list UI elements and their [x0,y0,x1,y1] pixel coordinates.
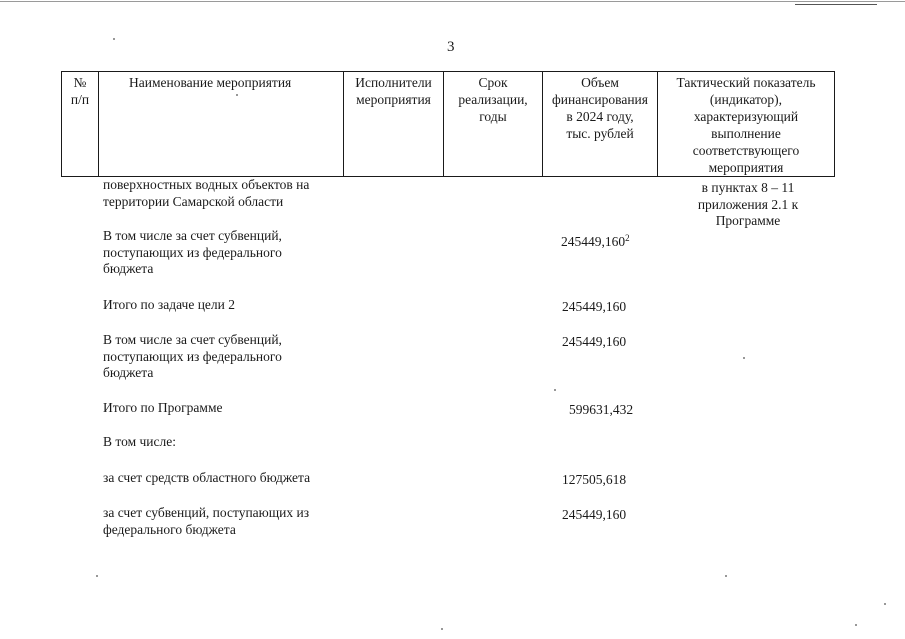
row-amount: 245449,160 [562,299,627,314]
row-name: Итого по задаче цели 2 [103,297,236,312]
scan-speck [725,575,727,577]
row-amount: 599631,432 [569,402,634,417]
header-indicator: Тактический показатель (индикатор), характеризующий выполнение соответствующего мероприятия [658,72,835,177]
row-name: поверхностных водных объектов на территории Самарской области [103,177,310,209]
scan-speck [441,628,443,630]
row-name: В том числе за счет субвенций, поступающих из федерального бюджета [103,332,282,380]
row-name: за счет субвенций, поступающих из федерального бюджета [103,505,310,537]
row-name: Итого по Программе [103,400,223,415]
header-table [61,71,835,177]
indicator-text: в пунктах 8 – 11 приложения 2.1 к Программе [697,180,799,228]
scan-speck [884,603,886,605]
scan-speck [554,389,556,391]
header-number: № п/п [62,72,99,177]
row-name: В том числе за счет субвенций, поступающих из федерального бюджета [103,228,282,276]
scan-speck [113,38,115,40]
row-name: В том числе: [103,434,176,449]
footnote-mark: 2 [625,233,630,243]
scan-top-mark [795,4,877,5]
row-name: за счет средств областного бюджета [103,470,311,485]
scan-speck [236,94,238,96]
row-amount [561,230,630,251]
header-event-name: Наименование мероприятия [99,72,344,177]
header-row [62,72,835,177]
row-amount: 245449,160 [562,507,627,522]
header-funding: Объем финансирования в 2024 году, тыс. рублей [543,72,658,177]
row-amount: 127505,618 [562,472,627,487]
row-amount: 245449,160 [562,334,627,349]
scan-speck [96,575,98,577]
scan-speck [743,357,745,359]
scan-speck [855,624,857,626]
amount-value: 245449,160 [561,234,626,249]
header-executors: Исполнители мероприятия [344,72,444,177]
scan-top-border [0,1,905,2]
header-period: Срок реализации, годы [444,72,543,177]
page-number: 3 [447,39,455,55]
